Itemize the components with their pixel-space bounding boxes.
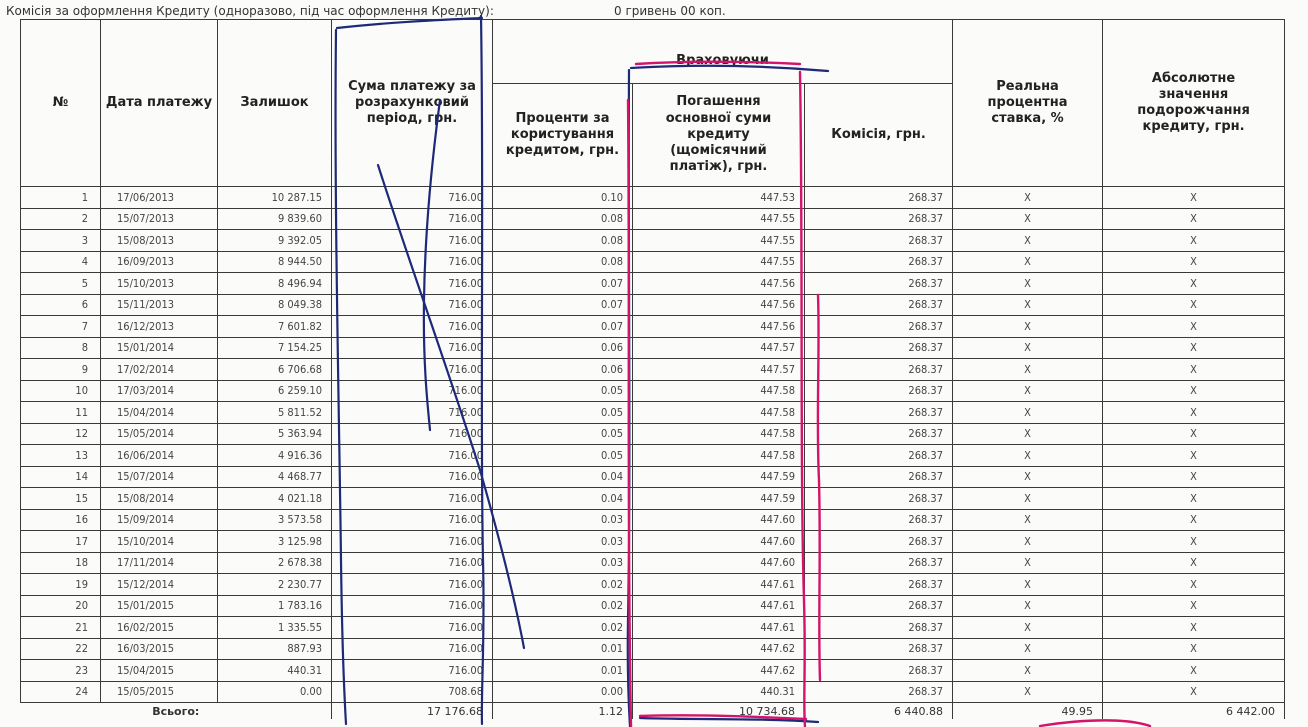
cell-interest: 0.04 [493, 466, 633, 488]
table-row [21, 445, 1285, 467]
cell-payment-amount: 716.00 [332, 251, 493, 273]
table-row [21, 337, 1285, 359]
cell-fee: 268.37 [805, 638, 953, 660]
cell-fee: 268.37 [805, 230, 953, 252]
totals-principal: 10 734.68 [633, 703, 805, 720]
cell-row-number: 18 [21, 552, 101, 574]
cell-interest: 0.07 [493, 294, 633, 316]
cell-balance: 7 601.82 [218, 316, 332, 338]
col-header-rate: Реальна процентна ставка, % [953, 20, 1103, 187]
table-row [21, 660, 1285, 682]
cell-balance: 0.00 [218, 681, 332, 703]
cell-row-number: 12 [21, 423, 101, 445]
cell-principal: 440.31 [633, 681, 805, 703]
table-row [21, 402, 1285, 424]
table-row [21, 552, 1285, 574]
cell-fee: 268.37 [805, 574, 953, 596]
cell-real-rate: Х [953, 294, 1103, 316]
cell-payment-amount: 716.00 [332, 423, 493, 445]
cell-principal: 447.55 [633, 230, 805, 252]
table-row [21, 638, 1285, 660]
cell-row-number: 23 [21, 660, 101, 682]
col-header-date: Дата платежу [101, 20, 218, 187]
cell-row-number: 19 [21, 574, 101, 596]
cell-interest: 0.02 [493, 574, 633, 596]
table-row [21, 359, 1285, 381]
cell-payment-date: 15/11/2013 [101, 294, 218, 316]
cell-balance: 8 944.50 [218, 251, 332, 273]
cell-row-number: 5 [21, 273, 101, 295]
cell-payment-date: 15/04/2014 [101, 402, 218, 424]
cell-interest: 0.00 [493, 681, 633, 703]
cell-interest: 0.01 [493, 660, 633, 682]
cell-fee: 268.37 [805, 617, 953, 639]
cell-balance: 4 916.36 [218, 445, 332, 467]
cell-balance: 3 573.58 [218, 509, 332, 531]
cell-principal: 447.59 [633, 488, 805, 510]
cell-payment-amount: 716.00 [332, 488, 493, 510]
commission-line [6, 4, 726, 18]
table-row [21, 230, 1285, 252]
cell-credit-cost: Х [1103, 531, 1285, 553]
cell-real-rate: Х [953, 638, 1103, 660]
table-row [21, 531, 1285, 553]
col-header-principal: Погашення основної суми кредиту (щомісячний платіж), грн. [633, 84, 805, 187]
cell-interest: 0.05 [493, 380, 633, 402]
cell-real-rate: Х [953, 230, 1103, 252]
cell-payment-date: 15/08/2014 [101, 488, 218, 510]
table-row [21, 380, 1285, 402]
cell-interest: 0.03 [493, 509, 633, 531]
totals-row [21, 703, 1285, 720]
table-row [21, 617, 1285, 639]
cell-principal: 447.59 [633, 466, 805, 488]
cell-row-number: 16 [21, 509, 101, 531]
cell-balance: 4 021.18 [218, 488, 332, 510]
cell-credit-cost: Х [1103, 617, 1285, 639]
cell-real-rate: Х [953, 251, 1103, 273]
cell-balance: 2 678.38 [218, 552, 332, 574]
cell-fee: 268.37 [805, 466, 953, 488]
cell-payment-date: 15/01/2015 [101, 595, 218, 617]
cell-principal: 447.56 [633, 316, 805, 338]
cell-credit-cost: Х [1103, 337, 1285, 359]
cell-fee: 268.37 [805, 423, 953, 445]
cell-row-number: 14 [21, 466, 101, 488]
cell-balance: 6 259.10 [218, 380, 332, 402]
cell-payment-amount: 716.00 [332, 380, 493, 402]
cell-payment-date: 15/05/2015 [101, 681, 218, 703]
table-row [21, 595, 1285, 617]
cell-real-rate: Х [953, 617, 1103, 639]
cell-credit-cost: Х [1103, 660, 1285, 682]
cell-payment-date: 15/01/2014 [101, 337, 218, 359]
cell-real-rate: Х [953, 380, 1103, 402]
table-row [21, 488, 1285, 510]
cell-fee: 268.37 [805, 187, 953, 209]
cell-principal: 447.60 [633, 552, 805, 574]
cell-interest: 0.10 [493, 187, 633, 209]
cell-credit-cost: Х [1103, 380, 1285, 402]
cell-fee: 268.37 [805, 552, 953, 574]
cell-principal: 447.55 [633, 208, 805, 230]
cell-payment-date: 15/05/2014 [101, 423, 218, 445]
cell-interest: 0.02 [493, 617, 633, 639]
cell-payment-amount: 716.00 [332, 660, 493, 682]
cell-payment-amount: 716.00 [332, 187, 493, 209]
cell-credit-cost: Х [1103, 251, 1285, 273]
cell-credit-cost: Х [1103, 552, 1285, 574]
cell-row-number: 21 [21, 617, 101, 639]
cell-principal: 447.61 [633, 574, 805, 596]
cell-interest: 0.05 [493, 445, 633, 467]
cell-payment-amount: 716.00 [332, 402, 493, 424]
cell-row-number: 22 [21, 638, 101, 660]
cell-real-rate: Х [953, 681, 1103, 703]
cell-row-number: 9 [21, 359, 101, 381]
cell-fee: 268.37 [805, 294, 953, 316]
cell-real-rate: Х [953, 660, 1103, 682]
cell-row-number: 20 [21, 595, 101, 617]
table-row [21, 294, 1285, 316]
totals-payment: 17 176.68 [332, 703, 493, 720]
cell-payment-amount: 716.00 [332, 638, 493, 660]
cell-credit-cost: Х [1103, 359, 1285, 381]
cell-interest: 0.07 [493, 316, 633, 338]
cell-payment-amount: 716.00 [332, 617, 493, 639]
cell-payment-amount: 716.00 [332, 466, 493, 488]
cell-balance: 7 154.25 [218, 337, 332, 359]
cell-interest: 0.08 [493, 230, 633, 252]
cell-row-number: 11 [21, 402, 101, 424]
cell-principal: 447.56 [633, 273, 805, 295]
cell-principal: 447.61 [633, 595, 805, 617]
cell-interest: 0.06 [493, 359, 633, 381]
cell-payment-date: 17/11/2014 [101, 552, 218, 574]
cell-fee: 268.37 [805, 316, 953, 338]
cell-principal: 447.60 [633, 531, 805, 553]
table-row [21, 316, 1285, 338]
cell-real-rate: Х [953, 445, 1103, 467]
cell-principal: 447.58 [633, 423, 805, 445]
col-header-payment: Сума платежу за розрахунковий період, грн. [332, 20, 493, 187]
col-header-no: № [21, 20, 101, 187]
cell-fee: 268.37 [805, 251, 953, 273]
cell-payment-amount: 708.68 [332, 681, 493, 703]
table-row [21, 681, 1285, 703]
cell-principal: 447.60 [633, 509, 805, 531]
cell-principal: 447.58 [633, 402, 805, 424]
cell-payment-date: 15/10/2013 [101, 273, 218, 295]
cell-credit-cost: Х [1103, 466, 1285, 488]
cell-real-rate: Х [953, 187, 1103, 209]
cell-balance: 9 392.05 [218, 230, 332, 252]
cell-payment-date: 16/03/2015 [101, 638, 218, 660]
cell-interest: 0.03 [493, 531, 633, 553]
cell-balance: 1 335.55 [218, 617, 332, 639]
cell-payment-amount: 716.00 [332, 445, 493, 467]
cell-fee: 268.37 [805, 488, 953, 510]
cell-row-number: 1 [21, 187, 101, 209]
cell-principal: 447.53 [633, 187, 805, 209]
cell-credit-cost: Х [1103, 595, 1285, 617]
cell-interest: 0.05 [493, 402, 633, 424]
cell-row-number: 4 [21, 251, 101, 273]
cell-fee: 268.37 [805, 445, 953, 467]
cell-fee: 268.37 [805, 337, 953, 359]
cell-credit-cost: Х [1103, 681, 1285, 703]
cell-interest: 0.01 [493, 638, 633, 660]
cell-fee: 268.37 [805, 208, 953, 230]
cell-real-rate: Х [953, 402, 1103, 424]
cell-interest: 0.04 [493, 488, 633, 510]
cell-interest: 0.07 [493, 273, 633, 295]
cell-payment-amount: 716.00 [332, 316, 493, 338]
cell-balance: 1 783.16 [218, 595, 332, 617]
cell-balance: 10 287.15 [218, 187, 332, 209]
cell-payment-amount: 716.00 [332, 294, 493, 316]
cell-row-number: 24 [21, 681, 101, 703]
repayment-schedule-table [20, 19, 1285, 719]
col-header-cost: Абсолютне значення подорожчання кредиту, грн. [1103, 20, 1285, 187]
cell-real-rate: Х [953, 509, 1103, 531]
cell-credit-cost: Х [1103, 488, 1285, 510]
cell-real-rate: Х [953, 423, 1103, 445]
cell-payment-amount: 716.00 [332, 337, 493, 359]
cell-principal: 447.55 [633, 251, 805, 273]
cell-row-number: 17 [21, 531, 101, 553]
cell-real-rate: Х [953, 316, 1103, 338]
cell-payment-amount: 716.00 [332, 595, 493, 617]
cell-interest: 0.08 [493, 208, 633, 230]
cell-row-number: 8 [21, 337, 101, 359]
cell-credit-cost: Х [1103, 294, 1285, 316]
cell-payment-date: 15/07/2013 [101, 208, 218, 230]
cell-balance: 5 811.52 [218, 402, 332, 424]
schedule-rows [21, 187, 1285, 703]
cell-real-rate: Х [953, 488, 1103, 510]
cell-fee: 268.37 [805, 595, 953, 617]
cell-payment-amount: 716.00 [332, 208, 493, 230]
cell-principal: 447.58 [633, 380, 805, 402]
cell-row-number: 3 [21, 230, 101, 252]
cell-payment-amount: 716.00 [332, 552, 493, 574]
table-row [21, 187, 1285, 209]
cell-real-rate: Х [953, 531, 1103, 553]
cell-balance: 887.93 [218, 638, 332, 660]
cell-principal: 447.62 [633, 638, 805, 660]
cell-fee: 268.37 [805, 660, 953, 682]
cell-real-rate: Х [953, 595, 1103, 617]
col-header-including: Враховуючи [493, 20, 953, 84]
cell-payment-date: 17/02/2014 [101, 359, 218, 381]
cell-credit-cost: Х [1103, 230, 1285, 252]
cell-fee: 268.37 [805, 402, 953, 424]
cell-principal: 447.58 [633, 445, 805, 467]
table-row [21, 251, 1285, 273]
cell-real-rate: Х [953, 574, 1103, 596]
cell-payment-date: 16/02/2015 [101, 617, 218, 639]
cell-payment-date: 15/09/2014 [101, 509, 218, 531]
cell-principal: 447.61 [633, 617, 805, 639]
cell-row-number: 7 [21, 316, 101, 338]
cell-payment-date: 15/07/2014 [101, 466, 218, 488]
commission-amount: 0 гривень 00 коп. [614, 4, 726, 18]
cell-payment-date: 17/06/2013 [101, 187, 218, 209]
totals-label: Всього: [21, 703, 332, 720]
cell-fee: 268.37 [805, 359, 953, 381]
cell-payment-date: 15/10/2014 [101, 531, 218, 553]
cell-fee: 268.37 [805, 273, 953, 295]
cell-real-rate: Х [953, 273, 1103, 295]
totals-cost: 6 442.00 [1103, 703, 1285, 720]
totals-rate: 49.95 [953, 703, 1103, 720]
col-header-fee: Комісія, грн. [805, 84, 953, 187]
table-row [21, 466, 1285, 488]
cell-credit-cost: Х [1103, 445, 1285, 467]
cell-payment-amount: 716.00 [332, 531, 493, 553]
cell-interest: 0.08 [493, 251, 633, 273]
cell-principal: 447.57 [633, 359, 805, 381]
cell-credit-cost: Х [1103, 509, 1285, 531]
cell-credit-cost: Х [1103, 273, 1285, 295]
cell-balance: 9 839.60 [218, 208, 332, 230]
cell-interest: 0.02 [493, 595, 633, 617]
cell-payment-date: 16/09/2013 [101, 251, 218, 273]
cell-balance: 440.31 [218, 660, 332, 682]
cell-row-number: 13 [21, 445, 101, 467]
cell-row-number: 10 [21, 380, 101, 402]
cell-credit-cost: Х [1103, 574, 1285, 596]
cell-balance: 8 049.38 [218, 294, 332, 316]
cell-payment-amount: 716.00 [332, 509, 493, 531]
cell-balance: 8 496.94 [218, 273, 332, 295]
cell-credit-cost: Х [1103, 316, 1285, 338]
cell-fee: 268.37 [805, 380, 953, 402]
cell-credit-cost: Х [1103, 638, 1285, 660]
col-header-balance: Залишок [218, 20, 332, 187]
cell-payment-amount: 716.00 [332, 359, 493, 381]
cell-payment-amount: 716.00 [332, 574, 493, 596]
table-row [21, 208, 1285, 230]
cell-principal: 447.56 [633, 294, 805, 316]
cell-credit-cost: Х [1103, 402, 1285, 424]
red-pen-corner-scribble [1040, 720, 1150, 726]
cell-real-rate: Х [953, 208, 1103, 230]
cell-balance: 6 706.68 [218, 359, 332, 381]
cell-principal: 447.57 [633, 337, 805, 359]
table-row [21, 273, 1285, 295]
cell-row-number: 15 [21, 488, 101, 510]
cell-interest: 0.03 [493, 552, 633, 574]
cell-credit-cost: Х [1103, 423, 1285, 445]
cell-balance: 2 230.77 [218, 574, 332, 596]
cell-payment-amount: 716.00 [332, 273, 493, 295]
col-header-interest: Проценти за користування кредитом, грн. [493, 84, 633, 187]
table-row [21, 423, 1285, 445]
cell-row-number: 6 [21, 294, 101, 316]
cell-payment-date: 15/04/2015 [101, 660, 218, 682]
cell-row-number: 2 [21, 208, 101, 230]
totals-interest: 1.12 [493, 703, 633, 720]
cell-real-rate: Х [953, 337, 1103, 359]
cell-balance: 4 468.77 [218, 466, 332, 488]
totals-fee: 6 440.88 [805, 703, 953, 720]
cell-real-rate: Х [953, 359, 1103, 381]
cell-principal: 447.62 [633, 660, 805, 682]
table-row [21, 574, 1285, 596]
cell-payment-date: 16/12/2013 [101, 316, 218, 338]
cell-balance: 3 125.98 [218, 531, 332, 553]
cell-interest: 0.05 [493, 423, 633, 445]
cell-credit-cost: Х [1103, 187, 1285, 209]
cell-interest: 0.06 [493, 337, 633, 359]
cell-fee: 268.37 [805, 681, 953, 703]
cell-credit-cost: Х [1103, 208, 1285, 230]
table-row [21, 509, 1285, 531]
cell-balance: 5 363.94 [218, 423, 332, 445]
cell-payment-date: 15/08/2013 [101, 230, 218, 252]
cell-fee: 268.37 [805, 509, 953, 531]
commission-label: Комісія за оформлення Кредиту (одноразово, під час оформлення Кредиту): [6, 4, 494, 18]
cell-real-rate: Х [953, 466, 1103, 488]
cell-payment-date: 16/06/2014 [101, 445, 218, 467]
cell-payment-amount: 716.00 [332, 230, 493, 252]
cell-fee: 268.37 [805, 531, 953, 553]
cell-payment-date: 17/03/2014 [101, 380, 218, 402]
cell-payment-date: 15/12/2014 [101, 574, 218, 596]
cell-real-rate: Х [953, 552, 1103, 574]
